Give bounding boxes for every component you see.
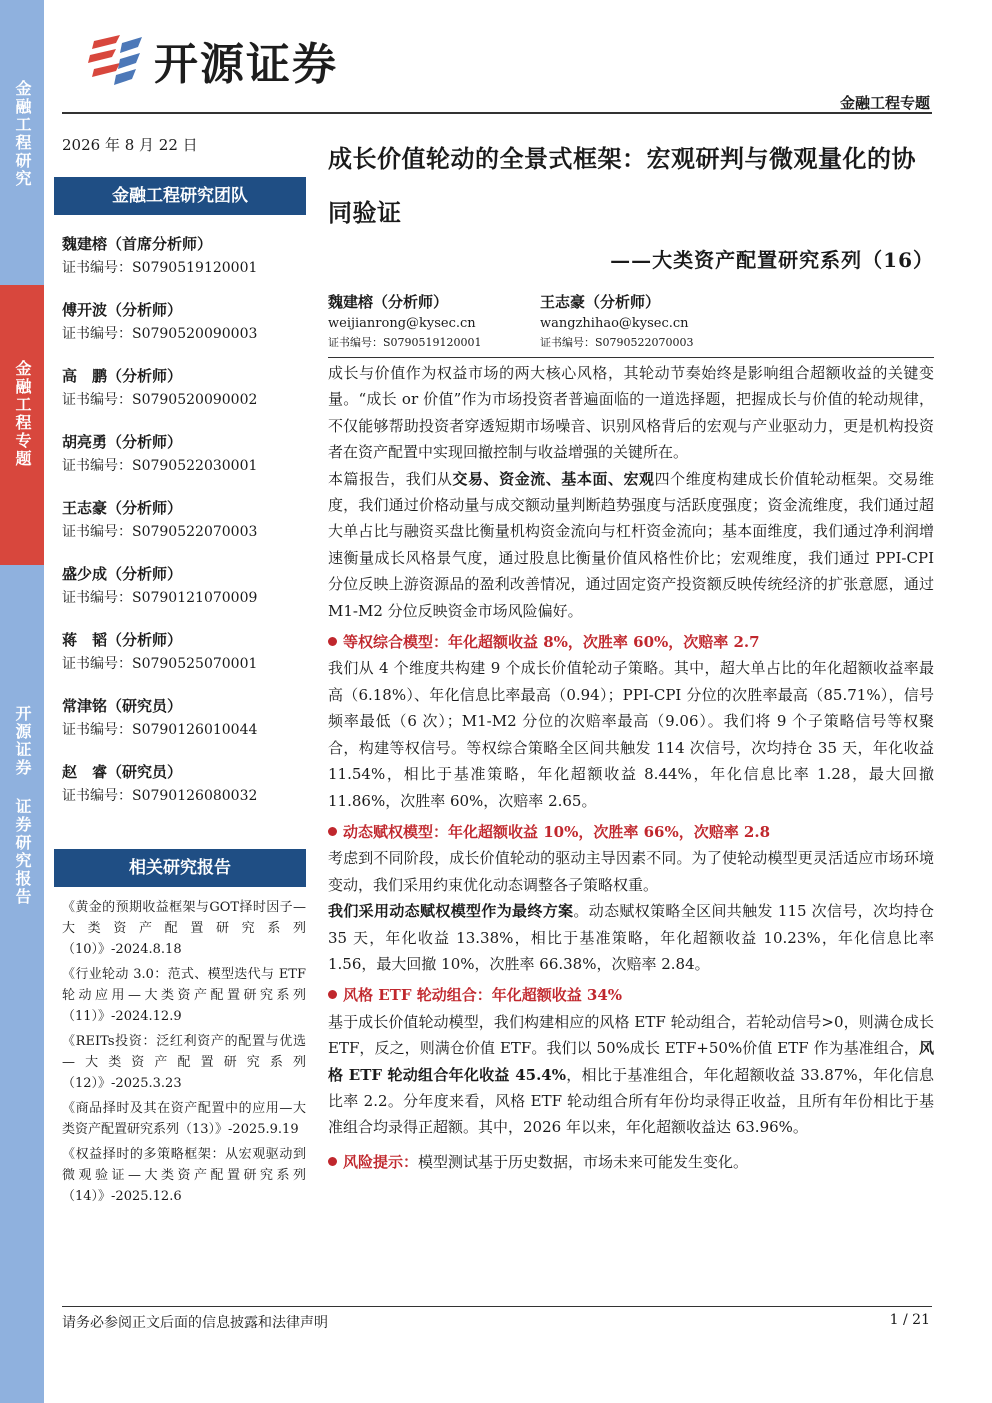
analyst-cert: 证书编号：S0790126080032 (62, 788, 258, 804)
risk-warning (328, 1149, 934, 1175)
section-heading-dynamic-weight: 动态赋权模型：年化超额收益 10%，次胜率 66%，次赔率 2.8 (328, 819, 934, 845)
author-name: 王志豪（分析师） (540, 293, 661, 311)
section-heading-etf-rotation: 风格 ETF 轮动组合：年化超额收益 34% (328, 982, 934, 1008)
author-card (540, 291, 752, 351)
etf-return-highlight: 风格 ETF 轮动组合年化收益 45.4% (328, 1039, 934, 1084)
author-email[interactable]: wangzhihao@kysec.cn (540, 316, 689, 331)
equal-weight-paragraph: 我们从 4 个维度共构建 9 个成长价值轮动子策略。其中，超大单占比的年化超额收益率最高（6.18%）、年化信息比率最高（0.94）；PPI-CPI 分位的次胜率最高（85.71%），信号频率最低（6 次）；M1-M2 分位的次赔率最高（9.06）。我们将 9 个子策略信号等权聚合，构建等权信号。等权综合策略全区间共触发 114 次信号，次均持仓 35 天，年化收益 11.54%，相比于基准策略，年化超额收益 8.44%，年化信息比率 1.28，最大回撤 11.86%，次胜率 60%，次赔率 2.65。 (328, 659, 934, 810)
author-card (328, 291, 540, 351)
analyst-name: 傅开波（分析师） (62, 301, 183, 319)
author-name: 魏建榕（分析师） (328, 293, 449, 311)
main-content (328, 132, 934, 1175)
side-tab-kysec-research-report: 开源证券 证券研究报告 (0, 565, 44, 1403)
etf-rotation-paragraph: 基于成长价值轮动模型，我们构建相应的风格 ETF 轮动组合，若轮动信号>0，则满仓成长 ETF，反之，则满仓价值 ETF。我们以 50%成长 ETF+50%价值 ETF 作为基准组合，风格 ETF 轮动组合年化收益 45.4%，相比于基准组合，年化超额收益 33.87%，年化信息比率 2.2。分年度来看，风格 ETF 轮动组合所有年份均录得正收益，且所有年份相比于基准组合均录得正超额。其中，2026 年以来，年化超额收益达 63.96%。 (328, 1012, 935, 1137)
analyst-cert: 证书编号：S0790520090003 (62, 326, 258, 342)
dimensions-highlight: 交易、资金流、基本面、宏观 (452, 469, 655, 488)
analyst-item (62, 365, 306, 411)
analyst-cert: 证书编号：S0790520090002 (62, 392, 258, 408)
left-sidebar (62, 134, 306, 1211)
report-title: 成长价值轮动的全景式框架：宏观研判与微观量化的协同验证 (328, 144, 916, 227)
analyst-item (62, 761, 306, 807)
analyst-name: 高 鹏（分析师） (62, 367, 183, 385)
bullet-dot-icon (328, 990, 337, 999)
report-subtitle: ——大类资产配置研究系列（16） (610, 248, 934, 272)
dynamic-weight-paragraph: 考虑到不同阶段，成长价值轮动的驱动主导因素不同。为了使轮动模型更灵活适应市场环境变动，我们采用约束优化动态调整各子策略权重。 (328, 849, 934, 894)
kysec-logo (86, 28, 338, 92)
side-tab-financial-engineering-research: 金融工程研究 (0, 0, 44, 285)
analyst-name: 盛少成（分析师） (62, 565, 183, 583)
analyst-cert: 证书编号：S0790522030001 (62, 458, 258, 474)
analyst-item (62, 431, 306, 477)
intro-paragraph: 成长与价值作为权益市场的两大核心风格，其轮动节奏始终是影响组合超额收益的关键变量。“成长 or 价值”作为市场投资者普遍面临的一道选择题，把握成长与价值的轮动规律，不仅能够帮助投资者穿透短期市场噪音、识别风格背后的宏观与产业驱动力，更是机构投资者在资产配置中实现回撤控制与收益增强的关键所在。 (328, 364, 934, 462)
final-scheme-paragraph: 我们采用动态赋权模型作为最终方案。动态赋权策略全区间共触发 115 次信号，次均持仓 35 天，年化收益 13.38%，相比于基准策略，年化超额收益 10.23%，年化信息比率 1.56，最大回撤 10%，次胜率 66.38%，次赔率 2.84。 (328, 902, 934, 973)
analyst-name: 常津铭（研究员） (62, 697, 183, 715)
analyst-cert: 证书编号：S0790126010044 (62, 722, 258, 738)
related-report-link[interactable]: 《商品择时及其在资产配置中的应用—大类资产配置研究系列（13）》-2025.9.19 (62, 1101, 306, 1137)
analyst-item (62, 629, 306, 675)
related-reports-list (62, 897, 306, 1207)
author-block (328, 291, 934, 358)
bullet-dot-icon (328, 637, 337, 646)
risk-label: 风险提示： (328, 1153, 418, 1171)
analyst-name: 魏建榕（首席分析师） (62, 235, 213, 253)
related-report-link[interactable]: 《黄金的预期收益框架与GOT择时因子—大类资产配置研究系列（10）》-2024.8.18 (62, 900, 306, 957)
report-date: 2026 年 8 月 22 日 (62, 136, 198, 154)
related-reports-title-bar: 相关研究报告 (54, 849, 306, 887)
analyst-name: 胡亮勇（分析师） (62, 433, 183, 451)
author-cert: 证书编号：S0790522070003 (540, 336, 694, 349)
author-cert: 证书编号：S0790519120001 (328, 336, 482, 349)
footer-divider (62, 1306, 932, 1307)
framework-paragraph: 本篇报告，我们从交易、资金流、基本面、宏观四个维度构建成长价值轮动框架。交易维度，我们通过价格动量与成交额动量判断趋势强度与活跃度强度；资金流维度，我们通过超大单占比与融资买盘比衡量机构资金流向与杠杆资金流向；基本面维度，我们通过净利润增速衡量成长风格景气度，通过股息比衡量价值风格性价比；宏观维度，我们通过 PPI-CPI 分位反映上游资源品的盈利改善情况，通过固定资产投资额反映传统经济的扩张意愿，通过 M1-M2 分位反映资金市场风险偏好。 (328, 469, 934, 620)
related-report-link[interactable]: 《REITs投资：泛红利资产的配置与优选—大类资产配置研究系列（12）》-2025.3.23 (62, 1034, 306, 1091)
analyst-item (62, 695, 306, 741)
team-title-bar: 金融工程研究团队 (54, 177, 306, 215)
author-email[interactable]: weijianrong@kysec.cn (328, 316, 476, 331)
risk-text: 模型测试基于历史数据，市场未来可能发生变化。 (418, 1152, 749, 1171)
page-number: 1 / 21 (889, 1312, 930, 1328)
analyst-item (62, 299, 306, 345)
analyst-cert: 证书编号：S0790525070001 (62, 656, 258, 672)
analyst-cert: 证书编号：S0790519120001 (62, 260, 258, 276)
analyst-item (62, 233, 306, 279)
analyst-name: 王志豪（分析师） (62, 499, 183, 517)
header-category-tag: 金融工程专题 (839, 94, 930, 112)
analyst-cert: 证书编号：S0790121070009 (62, 590, 258, 606)
report-body (328, 360, 934, 1175)
analyst-item (62, 497, 306, 543)
related-report-link[interactable]: 《行业轮动 3.0：范式、模型迭代与 ETF 轮动应用—大类资产配置研究系列（11）》-2024.12.9 (62, 967, 306, 1024)
header-divider (62, 112, 932, 114)
footer-disclaimer: 请务必参阅正文后面的信息披露和法律声明 (62, 1315, 328, 1331)
side-tab-financial-engineering-special: 金融工程专题 (0, 285, 44, 565)
final-scheme-highlight: 我们采用动态赋权模型作为最终方案 (328, 902, 574, 921)
analyst-list (62, 233, 306, 807)
analyst-name: 蒋 韬（分析师） (62, 631, 183, 649)
logo-text: 开源证券 (154, 39, 338, 90)
related-report-link[interactable]: 《权益择时的多策略框架：从宏观驱动到微观验证—大类资产配置研究系列（14）》-2025.12.6 (62, 1147, 306, 1204)
analyst-name: 赵 睿（研究员） (62, 763, 183, 781)
analyst-cert: 证书编号：S0790522070003 (62, 524, 258, 540)
analyst-item (62, 563, 306, 609)
section-heading-equal-weight: 等权综合模型：年化超额收益 8%，次胜率 60%，次赔率 2.7 (328, 629, 934, 655)
kysec-logo-mark-icon (86, 31, 146, 89)
bullet-dot-icon (328, 827, 337, 836)
bullet-dot-icon (328, 1157, 337, 1166)
